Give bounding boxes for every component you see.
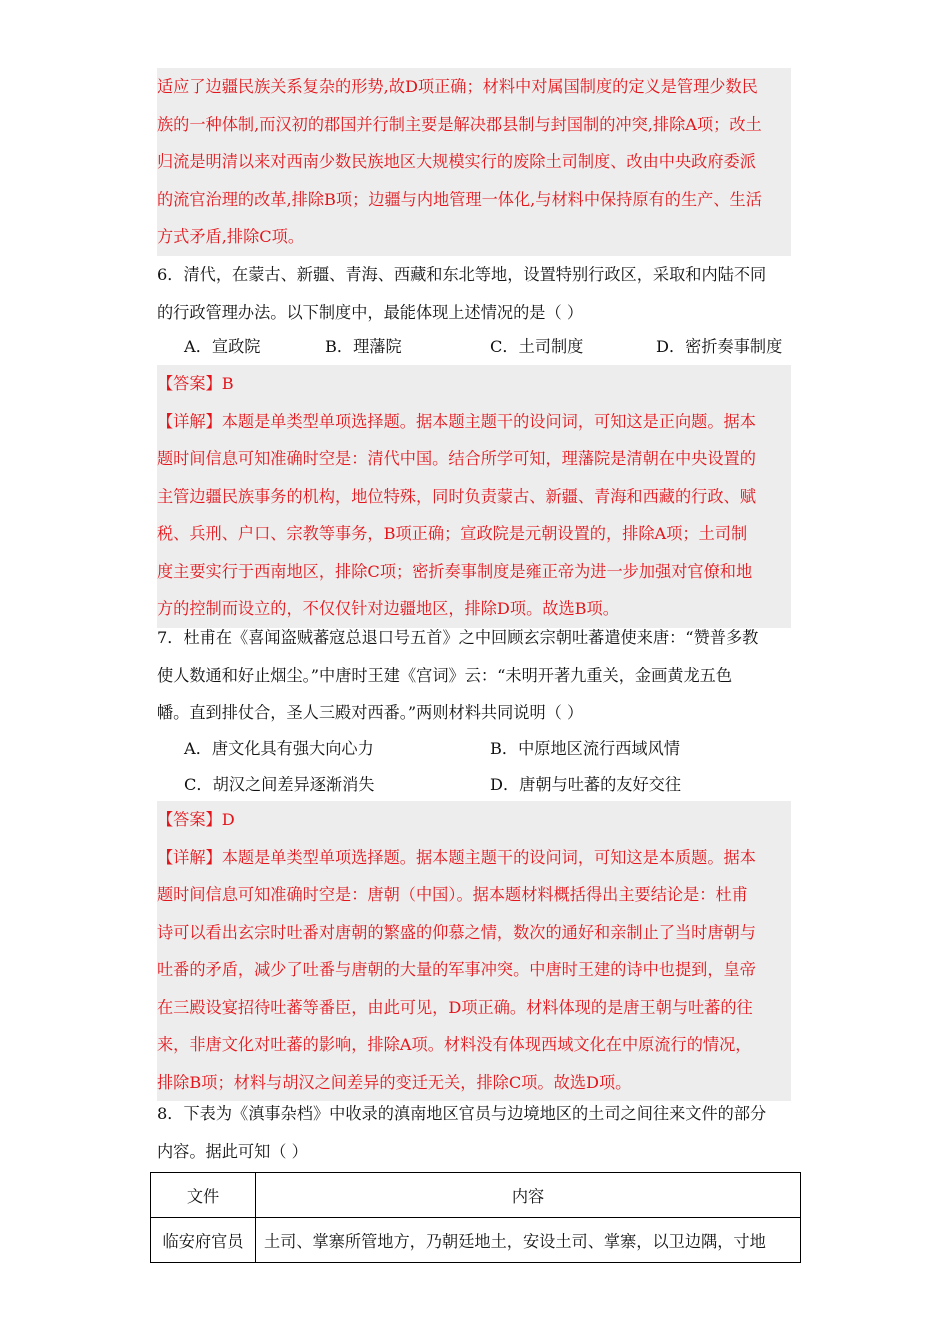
explanation-line: 适应了边疆民族关系复杂的形势,故D项正确；材料中对属国制度的定义是管理少数民 bbox=[157, 77, 758, 96]
question-8-stem bbox=[157, 1095, 791, 1170]
question-line: 幡。直到排仗合，圣人三殿对西番。”两则材料共同说明（ ） bbox=[157, 703, 584, 722]
explanation-line: 【详解】本题是单类型单项选择题。据本题主题干的设问词，可知这是本质题。据本 bbox=[157, 847, 756, 867]
q7-option-b[interactable]: B．中原地区流行西域风情 bbox=[490, 739, 680, 758]
table-cell: 临安府官员 bbox=[151, 1218, 256, 1263]
explanation-line: 在三殿设宴招待吐蕃等番臣，由此可见，D项正确。材料体现的是唐王朝与吐蕃的往 bbox=[157, 997, 753, 1017]
explanation-line: 税、兵刑、户口、宗教等事务，B项正确；宣政院是元朝设置的，排除A项；土司制 bbox=[157, 524, 748, 543]
explanation-line: 来，非唐文化对吐蕃的影响，排除A项。材料没有体现西域文化在中原流行的情况， bbox=[157, 1035, 752, 1054]
table-header-cell: 内容 bbox=[256, 1173, 801, 1218]
question-7-stem bbox=[157, 619, 791, 732]
explanation-line: 诗可以看出玄宗时吐番对唐朝的繁盛的仰慕之情，数次的通好和亲制止了当时唐朝与 bbox=[157, 922, 756, 942]
question-6-stem bbox=[157, 256, 791, 331]
explanation-line: 族的一种体制,而汉初的郡国并行制主要是解决郡县制与封国制的冲突,排除A项；改土 bbox=[157, 114, 762, 134]
question-line: 的行政管理办法。以下制度中，最能体现上述情况的是（ ） bbox=[157, 302, 584, 322]
answer-label: 【答案】B bbox=[157, 374, 234, 393]
q6-option-a[interactable]: A．宣政院 bbox=[184, 337, 261, 356]
explanation-line: 排除B项；材料与胡汉之间差异的变迁无关，排除C项。故选D项。 bbox=[157, 1072, 632, 1092]
explanation-line: 归流是明清以来对西南少数民族地区大规模实行的废除土司制度、改由中央政府委派 bbox=[157, 152, 756, 171]
question-line: 内容。据此可知（ ） bbox=[157, 1141, 308, 1161]
table-row bbox=[151, 1218, 801, 1263]
q7-option-a[interactable]: A．唐文化具有强大向心力 bbox=[184, 739, 374, 758]
explanation-line: 【详解】本题是单类型单项选择题。据本题主题干的设问词，可知这是正向题。据本 bbox=[157, 411, 756, 431]
explanation-line: 吐番的矛盾，减少了吐番与唐朝的大量的军事冲突。中唐时王建的诗中也提到，皇帝 bbox=[157, 960, 756, 979]
question-line: 6．清代，在蒙古、新疆、青海、西藏和东北等地，设置特别行政区，采取和内陆不同 bbox=[157, 265, 767, 284]
q8-table bbox=[150, 1172, 801, 1263]
explanation-line: 方式矛盾,排除C项。 bbox=[157, 227, 305, 246]
explanation-line: 主管边疆民族事务的机构，地位特殊，同时负责蒙古、新疆、青海和西藏的行政、赋 bbox=[157, 486, 756, 506]
question-line: 8．下表为《滇事杂档》中收录的滇南地区官员与边境地区的土司之间往来文件的部分 bbox=[157, 1104, 767, 1123]
explanation-line: 题时间信息可知准确时空是：清代中国。结合所学可知，理藩院是清朝在中央设置的 bbox=[157, 449, 756, 468]
table-cell: 土司、掌寨所管地方，乃朝廷地土，安设土司、掌寨，以卫边隅，寸地 bbox=[256, 1218, 801, 1263]
prev-explanation bbox=[157, 68, 791, 256]
question-line: 7．杜甫在《喜闻盗贼蕃寇总退口号五首》之中回顾玄宗朝吐蕃遣使来唐：“赞普多教 bbox=[157, 628, 759, 647]
explanation-line: 方的控制而设立的，不仅仅针对边疆地区，排除D项。故选B项。 bbox=[157, 599, 619, 618]
question-line: 使人数通和好止烟尘。”中唐时王建《宫词》云：“未明开著九重关，金画黄龙五色 bbox=[157, 665, 733, 685]
q6-option-c[interactable]: C．土司制度 bbox=[490, 337, 584, 356]
answer-label: 【答案】D bbox=[157, 810, 235, 829]
q7-option-d[interactable]: D．唐朝与吐蕃的友好交往 bbox=[490, 775, 682, 794]
table-header-cell: 文件 bbox=[151, 1173, 256, 1218]
q7-answer-explanation bbox=[157, 801, 791, 1101]
explanation-line: 度主要实行于西南地区，排除C项；密折奏事制度是雍正帝为进一步加强对官僚和地 bbox=[157, 561, 753, 581]
q6-option-b[interactable]: B．理藩院 bbox=[325, 337, 402, 356]
table-header-row bbox=[151, 1173, 801, 1218]
q7-option-c[interactable]: C．胡汉之间差异逐渐消失 bbox=[184, 775, 375, 794]
explanation-line: 的流官治理的改革,排除B项；边疆与内地管理一体化,与材料中保持原有的生产、生活 bbox=[157, 189, 762, 209]
q6-answer-explanation bbox=[157, 365, 791, 628]
explanation-line: 题时间信息可知准确时空是：唐朝（中国）。据本题材料概括得出主要结论是：杜甫 bbox=[157, 885, 748, 904]
q6-option-d[interactable]: D．密折奏事制度 bbox=[656, 337, 783, 356]
